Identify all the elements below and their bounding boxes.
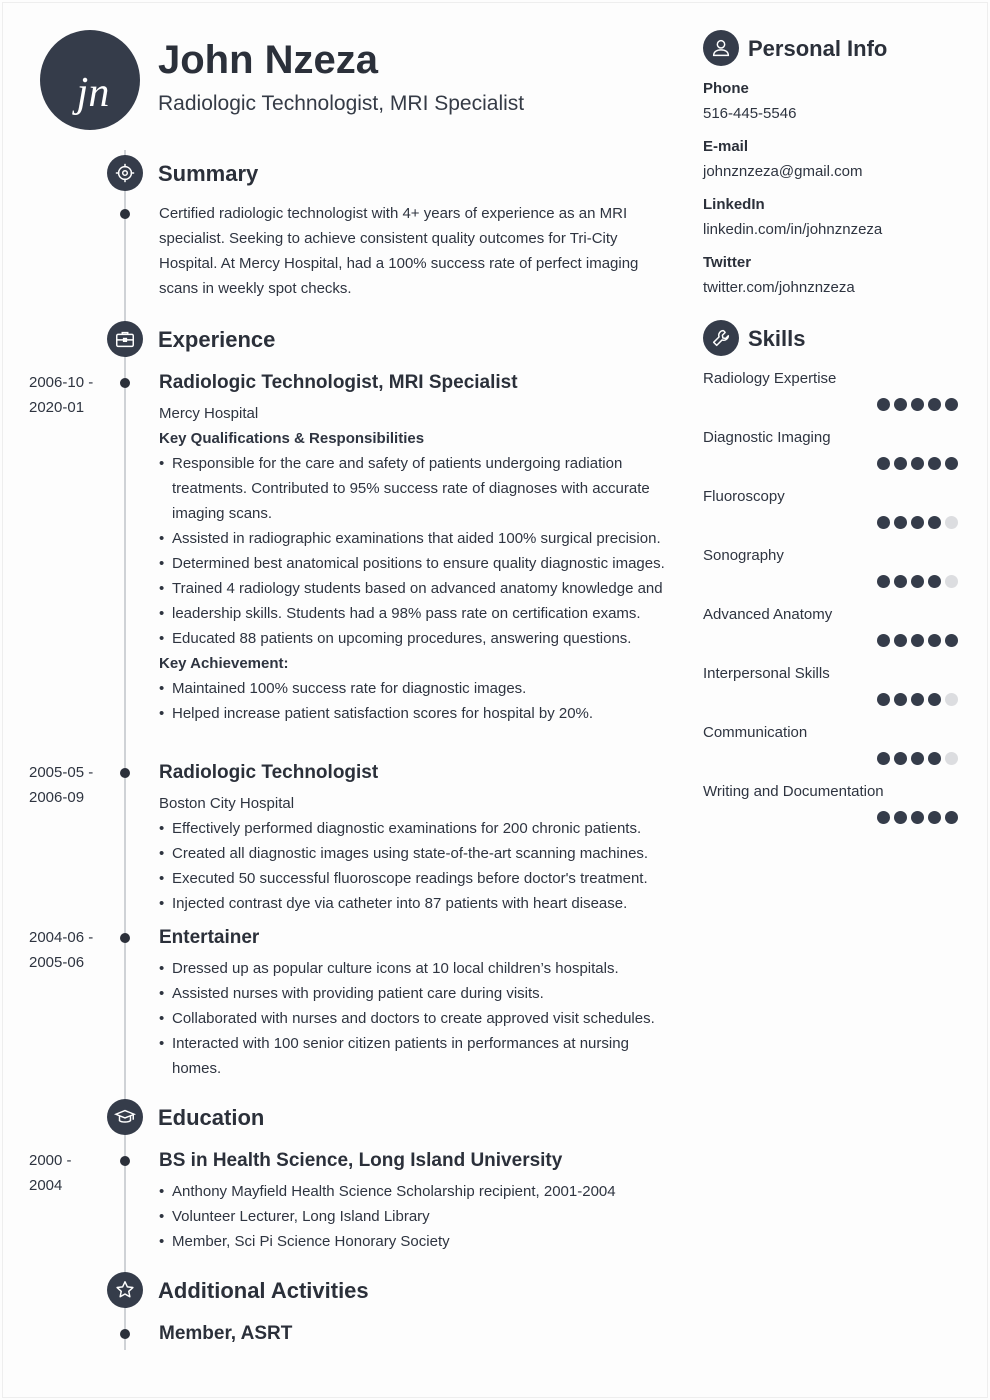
list-item: • Assisted nurses with providing patient care during visits. [159, 981, 669, 1006]
twitter-label: Twitter [703, 254, 752, 271]
experience-heading: Experience [158, 327, 276, 352]
timeline-dot [120, 209, 130, 219]
user-icon [703, 30, 739, 66]
timeline-dot [120, 933, 130, 943]
list-item: • Volunteer Lecturer, Long Island Library [159, 1204, 669, 1229]
rating-dot-filled [911, 693, 924, 706]
list-item: • Helped increase patient satisfaction scores for hospital by 20%. [159, 701, 669, 726]
skill-rating [877, 457, 958, 470]
rating-dot-filled [928, 693, 941, 706]
rating-dot-filled [945, 634, 958, 647]
rating-dot-filled [894, 516, 907, 529]
rating-dot-filled [894, 457, 907, 470]
education-heading: Education [158, 1105, 265, 1130]
rating-dot-empty [945, 516, 958, 529]
job-date: 2004-06 - 2005-06 [29, 929, 94, 971]
rating-dot-filled [877, 516, 890, 529]
list-item: • Executed 50 successful fluoroscope readings before doctor's treatment. [159, 866, 669, 891]
activity-entry [159, 1323, 669, 1352]
skill-name: Diagnostic Imaging [703, 429, 831, 446]
job-bullets [159, 956, 669, 1081]
linkedin-value[interactable]: linkedin.com/in/johnznzeza [703, 221, 883, 238]
email-label: E-mail [703, 138, 749, 155]
list-item: • Responsible for the care and safety of patients undergoing radiation treatments. Contributed to 95% success rate of diagnoses with accurate imaging scans. [159, 451, 669, 526]
list-item: • Assisted in radiographic examinations that aided 100% surgical precision. [159, 526, 669, 551]
skill-name: Radiology Expertise [703, 370, 837, 387]
rating-dot-filled [928, 634, 941, 647]
rating-dot-filled [894, 693, 907, 706]
target-icon [107, 155, 143, 191]
skill-rating [877, 811, 958, 824]
summary-heading: Summary [158, 161, 259, 186]
rating-dot-filled [894, 575, 907, 588]
phone-label: Phone [703, 80, 749, 97]
timeline-dot [120, 1329, 130, 1339]
job-bullets [159, 451, 669, 651]
rating-dot-filled [945, 457, 958, 470]
rating-dot-filled [928, 398, 941, 411]
list-item: • Effectively performed diagnostic examinations for 200 chronic patients. [159, 816, 669, 841]
list-item: • Trained 4 radiology students based on advanced anatomy knowledge and [159, 576, 669, 601]
degree-title: BS in Health Science, Long Island University [159, 1150, 563, 1171]
job-date: 2005-05 - 2006-09 [29, 764, 94, 806]
job-entry [159, 762, 669, 916]
rating-dot-filled [877, 398, 890, 411]
skill-rating [877, 575, 958, 588]
skill-name: Fluoroscopy [703, 488, 785, 505]
candidate-title: Radiologic Technologist, MRI Specialist [158, 92, 525, 115]
rating-dot-filled [911, 752, 924, 765]
rating-dot-filled [928, 811, 941, 824]
timeline-dot [120, 378, 130, 388]
job-title: Radiologic Technologist, MRI Specialist [159, 372, 518, 393]
rating-dot-empty [945, 752, 958, 765]
job-subhead: Key Achievement: [159, 655, 289, 672]
education-date: 2000 - 2004 [29, 1152, 72, 1194]
rating-dot-filled [877, 752, 890, 765]
monogram-avatar: jn [40, 30, 140, 130]
rating-dot-filled [945, 398, 958, 411]
skill-name: Advanced Anatomy [703, 606, 833, 623]
rating-dot-filled [877, 457, 890, 470]
list-item: • Collaborated with nurses and doctors to create approved visit schedules. [159, 1006, 669, 1031]
rating-dot-filled [911, 634, 924, 647]
job-bullets [159, 676, 669, 726]
candidate-name: John Nzeza [158, 38, 379, 82]
rating-dot-empty [945, 693, 958, 706]
activity-title: Member, ASRT [159, 1323, 293, 1344]
rating-dot-filled [928, 457, 941, 470]
list-item: • Determined best anatomical positions to ensure quality diagnostic images. [159, 551, 669, 576]
list-item: • Educated 88 patients on upcoming procedures, answering questions. [159, 626, 669, 651]
skill-name: Interpersonal Skills [703, 665, 830, 682]
list-item: • Created all diagnostic images using state-of-the-art scanning machines. [159, 841, 669, 866]
rating-dot-filled [877, 575, 890, 588]
list-item: • Injected contrast dye via catheter into 87 patients with heart disease. [159, 891, 669, 916]
rating-dot-filled [928, 752, 941, 765]
list-item: • Interacted with 100 senior citizen patients in performances at nursing homes. [159, 1031, 669, 1081]
rating-dot-filled [894, 811, 907, 824]
skill-rating [877, 634, 958, 647]
skill-name: Sonography [703, 547, 784, 564]
skill-name: Communication [703, 724, 808, 741]
rating-dot-filled [928, 575, 941, 588]
skill-rating [877, 398, 958, 411]
graduation-cap-icon [107, 1099, 143, 1135]
skill-name: Writing and Documentation [703, 783, 884, 800]
skill-rating [877, 693, 958, 706]
list-item: • Dressed up as popular culture icons at 10 local children’s hospitals. [159, 956, 669, 981]
email-value[interactable]: johnznzeza@gmail.com [703, 163, 863, 180]
job-title: Radiologic Technologist [159, 762, 379, 783]
twitter-value[interactable]: twitter.com/johnznzeza [703, 279, 855, 296]
job-entry [159, 927, 669, 1081]
rating-dot-filled [877, 634, 890, 647]
timeline-dot [120, 1156, 130, 1166]
job-title: Entertainer [159, 927, 260, 948]
rating-dot-filled [911, 811, 924, 824]
job-date: 2006-10 - 2020-01 [29, 374, 94, 416]
rating-dot-filled [928, 516, 941, 529]
rating-dot-filled [894, 752, 907, 765]
briefcase-icon [107, 321, 143, 357]
rating-dot-empty [945, 575, 958, 588]
summary-text: Certified radiologic technologist with 4+ years of experience as an MRI specialist. Seeking to achieve consistent quality outcomes for Tri-City Hospital. At Mercy Hospital, had a 100% success rate of perfect imaging scans in weekly spot checks. [159, 205, 639, 297]
job-entry [159, 372, 669, 726]
list-item: • Member, Sci Pi Science Honorary Society [159, 1229, 669, 1254]
list-item: • Maintained 100% success rate for diagnostic images. [159, 676, 669, 701]
rating-dot-filled [911, 398, 924, 411]
job-subhead: Key Qualifications & Responsibilities [159, 430, 425, 447]
education-entry [159, 1150, 669, 1254]
rating-dot-filled [877, 693, 890, 706]
list-item: • leadership skills. Students had a 98% pass rate on certification exams. [159, 601, 669, 626]
rating-dot-filled [911, 457, 924, 470]
job-company: Mercy Hospital [159, 405, 259, 422]
rating-dot-filled [911, 575, 924, 588]
list-item: • Anthony Mayfield Health Science Scholarship recipient, 2001-2004 [159, 1179, 669, 1204]
rating-dot-filled [945, 811, 958, 824]
rating-dot-filled [877, 811, 890, 824]
personal-info-heading: Personal Info [748, 36, 888, 61]
phone-value: 516-445-5546 [703, 105, 797, 122]
skill-rating [877, 752, 958, 765]
rating-dot-filled [894, 634, 907, 647]
star-icon [107, 1272, 143, 1308]
job-company: Boston City Hospital [159, 795, 295, 812]
rating-dot-filled [894, 398, 907, 411]
skills-heading: Skills [748, 326, 806, 351]
wrench-icon [703, 320, 739, 356]
rating-dot-filled [911, 516, 924, 529]
activities-heading: Additional Activities [158, 1278, 369, 1303]
education-bullets [159, 1179, 669, 1254]
linkedin-label: LinkedIn [703, 196, 765, 213]
timeline-dot [120, 768, 130, 778]
job-bullets [159, 816, 669, 916]
skill-rating [877, 516, 958, 529]
